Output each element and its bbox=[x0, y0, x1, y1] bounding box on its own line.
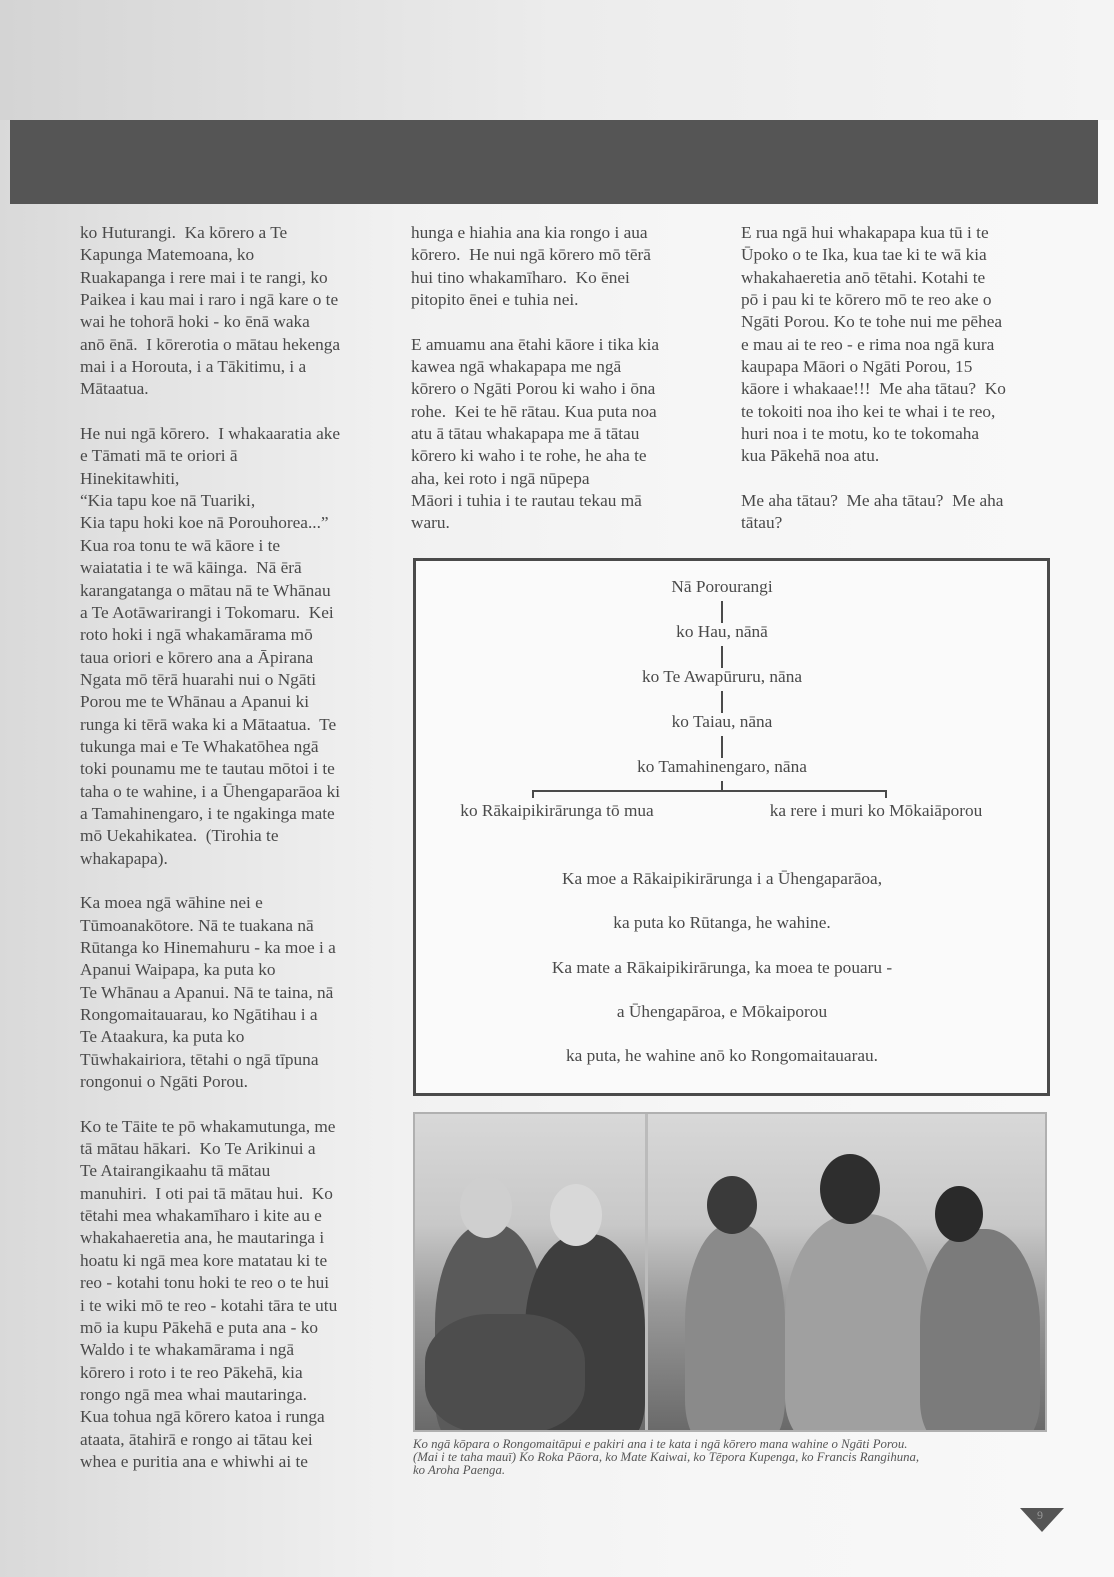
text-column-3 bbox=[741, 222, 1061, 535]
text-column-1 bbox=[80, 222, 400, 1473]
text-line: rongo ngā mea whai mautaringa. bbox=[80, 1384, 307, 1404]
text-line: a Tamahinengaro, i te ngakinga mate bbox=[80, 803, 335, 823]
text-line: mō ia kupu Pākehā e puta ana - ko bbox=[80, 1317, 319, 1337]
text-line bbox=[80, 1093, 400, 1115]
text-line: kōrero. He nui ngā kōrero mō tērā bbox=[411, 245, 651, 265]
text-line: rongonui o Ngāti Porou. bbox=[80, 1072, 249, 1092]
text-line: Rongomaitauarau, ko Ngātihau i a bbox=[80, 1005, 318, 1025]
text-line: toki pounamu me te tautau mōtoi i te bbox=[80, 759, 335, 779]
group-photo bbox=[413, 1112, 1047, 1432]
text-line: reo - kotahi tonu hoki te reo o te hui bbox=[80, 1273, 330, 1293]
ancestor-4: ko Tamahinengaro, nāna bbox=[637, 757, 807, 776]
tree-connector bbox=[721, 691, 723, 713]
text-line: Kapunga Matemoana, ko bbox=[80, 245, 255, 265]
text-line: Ūpoko o te Ika, kua tae ki te wā kia bbox=[741, 245, 987, 265]
text-line: roto hoki i ngā whakamārama mō bbox=[80, 625, 313, 645]
text-line bbox=[80, 401, 400, 423]
text-line: whea e puritia ana e whiwhi ai te bbox=[80, 1451, 308, 1471]
text-line: taha o te wahine, i a Ūhengaparāoa ki bbox=[80, 781, 341, 801]
text-line: Tūwhakairiora, tētahi o ngā tīpuna bbox=[80, 1049, 319, 1069]
text-line bbox=[411, 311, 731, 333]
text-line: huri noa i te motu, ko te tokomaha bbox=[741, 424, 980, 444]
left-branch: ko Rākaipikirārunga tō mua bbox=[460, 801, 654, 820]
text-line: waru. bbox=[411, 513, 450, 533]
text-line: a Te Aotāwarirangi i Tokomaru. Kei bbox=[80, 602, 334, 622]
text-line: Ka moea ngā wāhine nei e bbox=[80, 893, 263, 913]
text-line: Te Ataakura, ka puta ko bbox=[80, 1027, 245, 1047]
ancestor-1: ko Hau, nānā bbox=[676, 622, 768, 641]
text-line: tā mātau hākari. Ko Te Arikinui a bbox=[80, 1139, 316, 1159]
text-line: Ko te Tāite te pō whakamutunga, me bbox=[80, 1116, 336, 1136]
text-line: rohe. Kei te hē rātau. Kua puta noa bbox=[411, 401, 657, 421]
ancestor-0: Nā Porourangi bbox=[671, 577, 773, 596]
text-line: Māori i tuhia i te rautau tekau mā bbox=[411, 491, 642, 511]
text-line: pitopito ēnei e tuhia nei. bbox=[411, 290, 579, 310]
text-line: Apanui Waipapa, ka puta ko bbox=[80, 960, 276, 980]
right-branch: ka rere i muri ko Mōkaiāporou bbox=[769, 801, 983, 820]
text-line: Mātaatua. bbox=[80, 379, 149, 399]
note-line: ka puta, he wahine anō ko Rongomaitauarau. bbox=[566, 1046, 878, 1065]
page-top-margin bbox=[0, 0, 1114, 120]
text-line: tukunga mai e Te Whakatōhea ngā bbox=[80, 736, 319, 756]
text-line: kōrero o Ngāti Porou ki waho i ōna bbox=[411, 379, 656, 399]
text-line: aha, kei roto i ngā nūpepa bbox=[411, 468, 590, 488]
text-line: Tūmoanakōtore. Nā te tuakana nā bbox=[80, 915, 314, 935]
text-line: Porou me te Whānau a Apanui ki bbox=[80, 692, 310, 712]
text-line: Te Atairangikaahu tā mātau bbox=[80, 1161, 271, 1181]
note-line: a Ūhengapāroa, e Mōkaiporou bbox=[616, 1002, 828, 1021]
caption-line: ko Aroha Paenga. bbox=[413, 1463, 506, 1477]
text-line: Paikea i kau mai i raro i ngā kare o te bbox=[80, 290, 339, 310]
text-line: mai i a Horouta, i a Tākitimu, i a bbox=[80, 357, 307, 377]
text-line: E rua ngā hui whakapapa kua tū i te bbox=[741, 223, 989, 242]
tree-connector bbox=[885, 790, 887, 798]
text-line: karangatanga o mātau nā te Whānau bbox=[80, 580, 331, 600]
text-line: whakapapa). bbox=[80, 848, 168, 868]
text-line: taua oriori e kōrero ana a Āpirana bbox=[80, 647, 314, 667]
tree-connector bbox=[721, 736, 723, 758]
text-line: e mau ai te reo - e rima noa ngā kura bbox=[741, 334, 995, 354]
text-line bbox=[80, 870, 400, 892]
text-line: manuhiri. I oti pai tā mātau hui. Ko bbox=[80, 1183, 333, 1203]
text-line: E amuamu ana ētahi kāore i tika kia bbox=[411, 334, 660, 354]
text-line: Kua tohua ngā kōrero katoa i runga bbox=[80, 1407, 325, 1427]
note-line: ka puta ko Rūtanga, he wahine. bbox=[613, 913, 831, 932]
text-line: kaupapa Māori o Ngāti Porou, 15 bbox=[741, 357, 973, 377]
text-line: Ngāti Porou. Ko te tohe nui me pēhea bbox=[741, 312, 1003, 332]
text-line: whakahaeretia ana, he mautaringa i bbox=[80, 1228, 325, 1248]
text-line: waiatatia i te wā kāinga. Nā ērā bbox=[80, 558, 302, 578]
text-line: Kia tapu hoki koe nā Porouhorea...” bbox=[80, 513, 329, 533]
text-line: hoatu ki ngā mea kore matatau ki te bbox=[80, 1250, 328, 1270]
text-line: ko Huturangi. Ka kōrero a Te bbox=[80, 223, 288, 242]
text-line: pō i pau ki te kōrero mō te reo ake o bbox=[741, 290, 992, 310]
note-line: Ka mate a Rākaipikirārunga, ka moea te pouaru - bbox=[551, 958, 893, 977]
text-line: e Tāmati mā te oriori ā bbox=[80, 446, 238, 466]
text-line: mō Uekahikatea. (Tirohia te bbox=[80, 826, 279, 846]
branch-line bbox=[532, 790, 887, 792]
text-line: Ngata mō tērā huarahi nui o Ngāti bbox=[80, 669, 317, 689]
text-line: anō ēnā. I kōrerotia o mātau hekenga bbox=[80, 334, 341, 354]
text-line: te tokoiti noa iho kei te whai i te reo, bbox=[741, 401, 996, 421]
tree-connector bbox=[721, 646, 723, 668]
ancestor-3: ko Taiau, nāna bbox=[671, 712, 773, 731]
text-line: ataata, ātahirā e rongo ai tātau kei bbox=[80, 1429, 313, 1449]
text-line: hui tino whakamīharo. Ko ēnei bbox=[411, 267, 630, 287]
page-number: 9 bbox=[1037, 1508, 1043, 1522]
text-line: kāore i whakaae!!! Me aha tātau? Ko bbox=[741, 379, 1006, 399]
text-line: Te Whānau a Apanui. Nā te taina, nā bbox=[80, 982, 334, 1002]
text-line bbox=[741, 468, 1061, 490]
text-line: kua Pākehā noa atu. bbox=[741, 446, 880, 466]
header-bar bbox=[10, 120, 1098, 204]
text-line: Hinekitawhiti, bbox=[80, 468, 180, 488]
whakapapa-box bbox=[413, 558, 1050, 1096]
text-line: kōrero i roto i te reo Pākehā, kia bbox=[80, 1362, 303, 1382]
text-line: Me aha tātau? Me aha tātau? Me aha bbox=[741, 491, 1004, 511]
text-line: Waldo i te whakamārama i ngā bbox=[80, 1340, 295, 1360]
text-line: hunga e hiahia ana kia rongo i aua bbox=[411, 223, 648, 242]
text-line: i te wiki mō te reo - kotahi tāra te utu bbox=[80, 1295, 338, 1315]
text-line: wai he tohorā hoki - ko ēnā waka bbox=[80, 312, 310, 332]
tree-connector bbox=[532, 790, 534, 798]
note-line: Ka moe a Rākaipikirārunga i a Ūhengaparāoa, bbox=[561, 869, 883, 888]
photo-caption bbox=[413, 1438, 1053, 1477]
text-line: Ruakapanga i rere mai i te rangi, ko bbox=[80, 267, 328, 287]
text-line: kōrero ki waho i te rohe, he aha te bbox=[411, 446, 647, 466]
text-line: Kua roa tonu te wā kāore i te bbox=[80, 535, 281, 555]
text-line: tētahi mea whakamīharo i kite au e bbox=[80, 1206, 322, 1226]
text-line: tātau? bbox=[741, 513, 783, 533]
text-line: atu ā tātau whakapapa me ā tātau bbox=[411, 424, 640, 444]
text-line: kawea ngā whakapapa me ngā bbox=[411, 357, 622, 377]
ancestor-2: ko Te Awapūruru, nāna bbox=[641, 667, 803, 686]
text-line: runga ki tērā waka ki a Mātaatua. Te bbox=[80, 714, 337, 734]
caption-line: (Mai i te taha mauī) Ko Roka Pāora, ko Mate Kaiwai, ko Tēpora Kupenga, ko Francis Rangihuna, bbox=[413, 1450, 920, 1464]
text-line: He nui ngā kōrero. I whakaaratia ake bbox=[80, 424, 341, 444]
text-line: Rūtanga ko Hinemahuru - ka moe i a bbox=[80, 938, 336, 957]
tree-connector bbox=[721, 601, 723, 623]
caption-line: Ko ngā kōpara o Rongomaitāpui e pakiri ana i te kata i ngā kōrero mana wahine o Ngāti Porou. bbox=[413, 1437, 908, 1451]
text-line: whakahaeretia anō tētahi. Kotahi te bbox=[741, 267, 986, 287]
text-column-2 bbox=[411, 222, 731, 535]
text-line: “Kia tapu koe nā Tuariki, bbox=[80, 491, 256, 511]
